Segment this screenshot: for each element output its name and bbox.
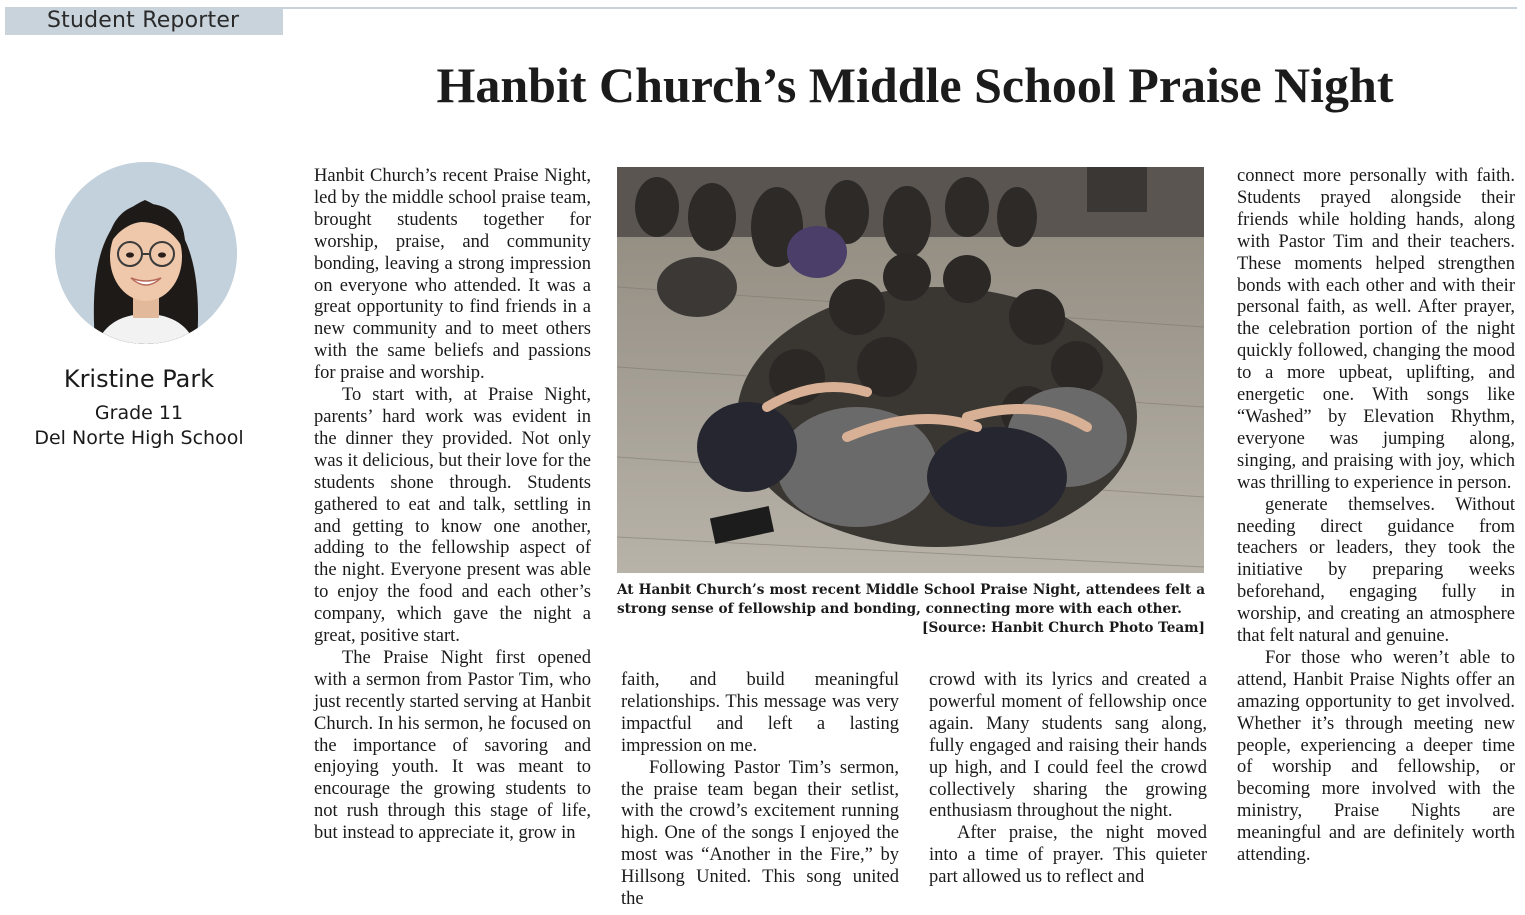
section-label: Student Reporter [5, 7, 283, 35]
article-column-2 [621, 670, 899, 911]
paragraph: For those who weren’t able to attend, Hanbit Praise Nights offer an amazing opportunity to get involved. Whether it’s through meeting new people, experiencing a deeper time of worship and fellowship, or becoming more involved with the ministry, Praise Nights are meaningful and are definitely worth attending. [1237, 647, 1515, 866]
paragraph: generate themselves. Without needing direct guidance from teachers or leaders, they took the initiative by preparing weeks beforehand, engaging fully in worship, and creating an atmosphere that felt natural and genuine. [1237, 494, 1515, 647]
article-column-3 [929, 670, 1207, 889]
prayer-circle-photo [617, 167, 1204, 573]
author-grade: Grade 11 [94, 402, 184, 424]
article-column-4 [1237, 166, 1515, 867]
paragraph: After praise, the night moved into a time of prayer. This quieter part allowed us to reflect and [929, 823, 1207, 888]
paragraph: Hanbit Church’s recent Praise Night, led by the middle school praise team, brought students together for worship, praise, and community bonding, leaving a strong impression on everyone who attended. It was a great opportunity to find friends in a new community and to meet others with the same beliefs and passions for praise and worship. [314, 166, 591, 384]
author-school: Del Norte High School [34, 427, 244, 449]
author-portrait [55, 162, 237, 344]
paragraph: Following Pastor Tim’s sermon, the praise team began their setlist, with the crowd’s excitement running high. One of the songs I enjoyed the most was “Another in the Fire,” by Hillsong United. This song united the [621, 757, 899, 910]
paragraph: connect more personally with faith. Students prayed alongside their friends while holding hands, along with Pastor Tim and their teachers. These moments helped strengthen bonds with each other and with their personal faith, as well. After prayer, the celebration portion of the night quickly followed, changing the mood to a more upbeat, uplifting, and energetic one. With songs like “Washed” by Elevation Rhythm, everyone was jumping along, singing, and praising with joy, which was thrilling to experience in person. [1237, 166, 1515, 493]
photo-source: [Source: Hanbit Church Photo Team] [922, 620, 1205, 636]
paragraph: To start with, at Praise Night, parents’ hard work was evident in the dinner they provided. Not only was it delicious, but their love for the students shone through. Students gathered to eat and talk, settling in and getting to know one another, adding to the fellowship aspect of the night. Everyone present was able to enjoy the food and each other’s company, which gave the night a great, positive start. [314, 385, 591, 647]
article-column-1 [314, 166, 591, 845]
article-headline: Hanbit Church’s Middle School Praise Night [436, 57, 1394, 113]
photo-caption: At Hanbit Church’s most recent Middle School Praise Night, attendees felt a strong sense of fellowship and bonding, connecting more with each other. [617, 582, 1205, 617]
article-photo [617, 167, 1204, 573]
paragraph: faith, and build meaningful relationships. This message was very impactful and left a lasting impression on me. [621, 670, 899, 756]
author-portrait-illustration [55, 162, 237, 344]
paragraph: The Praise Night first opened with a sermon from Pastor Tim, who just recently started serving at Hanbit Church. In his sermon, he focused on the importance of savoring and enjoying youth. It was meant to encourage the growing students to not rush through this stage of life, but instead to appreciate it, grow in [314, 647, 591, 844]
paragraph: crowd with its lyrics and created a powerful moment of fellowship once again. Many students sang along, fully engaged and raising their hands up high, and I could feel the crowd collectively sharing the growing enthusiasm throughout the night. [929, 670, 1207, 822]
top-rule [283, 7, 1517, 9]
author-name: Kristine Park [63, 365, 215, 393]
